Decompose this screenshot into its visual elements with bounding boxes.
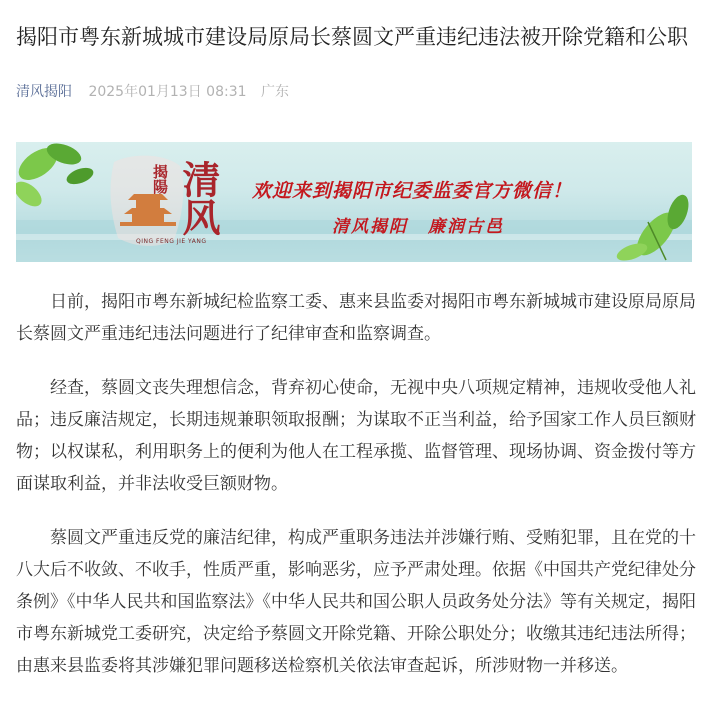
paragraph: 蔡圆文严重违反党的廉洁纪律，构成严重职务违法并涉嫌行贿、受贿犯罪，且在党的十八大后不收敛、不收手，性质严重，影响恶劣，应予严肃处理。依据《中国共产党纪律处分条例》《中华人民共和国监察法》《中华人民共和国公职人员政务处分法》等有关规定，揭阳市粤东新城党工委研究，决定给予蔡圆文开除党籍、开除公职处分；收缴其违纪违法所得；由惠来县监委将其涉嫌犯罪问题移送检察机关依法审查起诉，所涉财物一并移送。: [16, 528, 696, 676]
article-body: [16, 286, 696, 704]
slogan-right: 廉润古邑: [428, 217, 504, 237]
article-meta: [16, 82, 289, 102]
publish-time: 2025年01月13日 08:31: [88, 84, 247, 100]
banner-image: [16, 142, 692, 262]
logo-side-text: 揭陽: [151, 164, 169, 194]
leaf-left-icon: [16, 142, 96, 211]
article-title: 揭阳市粤东新城城市建设局原局长蔡圆文严重违纪违法被开除党籍和公职: [16, 25, 688, 50]
slogan-left: 清风揭阳: [332, 217, 408, 237]
logo-main-text: 清风: [176, 160, 221, 236]
paragraph: 日前，揭阳市粤东新城纪检监察工委、惠来县监委对揭阳市粤东新城城市建设原局原局长蔡圆文严重违纪违法问题进行了纪律审查和监察调查。: [16, 292, 696, 344]
account-name-link[interactable]: 清风揭阳: [16, 84, 72, 100]
publish-location: 广东: [260, 84, 289, 100]
logo-pinyin: QING FENG JIE YANG: [136, 238, 207, 245]
banner-welcome-text: 欢迎来到揭阳市纪委监委官方微信！: [252, 180, 573, 202]
banner-slogan: [332, 212, 504, 237]
paragraph: 经查，蔡圆文丧失理想信念，背弃初心使命，无视中央八项规定精神，违规收受他人礼品；违反廉洁规定，长期违规兼职领取报酬；为谋取不正当利益，给予国家工作人员巨额财物；以权谋私，利用职务上的便利为他人在工程承揽、监督管理、现场协调、资金拨付等方面谋取利益，并非法收受巨额财物。: [16, 378, 696, 494]
